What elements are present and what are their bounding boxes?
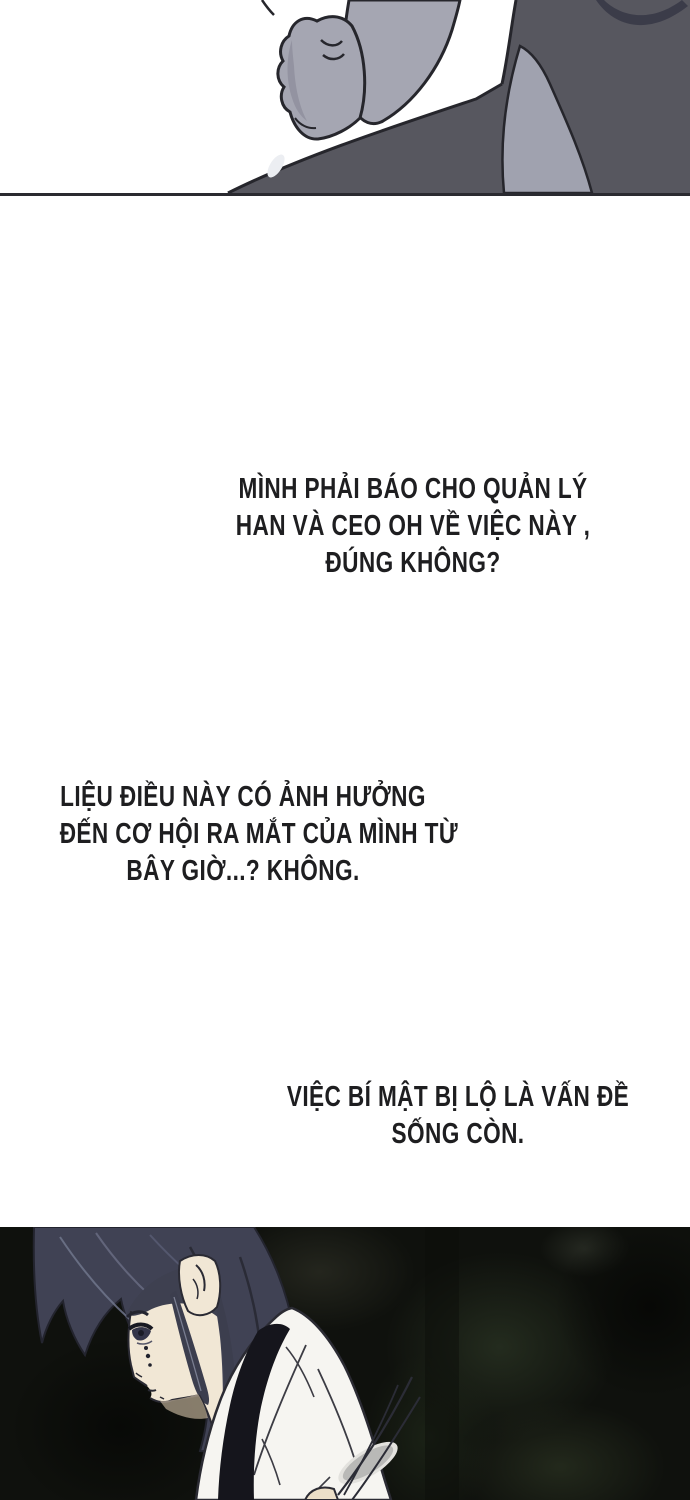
fist-artwork — [0, 0, 690, 193]
thought-text-3 — [275, 1079, 642, 1153]
thought-line: ĐẾN CƠ HỘI RA MẮT CỦA MÌNH TỪ — [59, 818, 458, 850]
thought-line: SỐNG CÒN. — [391, 1118, 525, 1150]
thought-line: MÌNH PHẢI BÁO CHO QUẢN LÝ — [238, 473, 588, 505]
thought-text-1 — [230, 471, 597, 582]
thought-line: HAN VÀ CEO OH VỀ VIỆC NÀY , — [235, 510, 591, 542]
thought-line: LIỆU ĐIỀU NÀY CÓ ẢNH HƯỞNG — [60, 781, 426, 813]
thought-text-2 — [59, 779, 458, 890]
thought-line: ĐÚNG KHÔNG? — [325, 547, 501, 579]
thought-line: BÂY GIỜ...? KHÔNG. — [126, 855, 360, 887]
panel-girl-bowed — [0, 1227, 690, 1500]
girl-artwork — [0, 1227, 690, 1500]
panel-fist-closeup — [0, 0, 690, 196]
thought-line: VIỆC BÍ MẬT BỊ LỘ LÀ VẤN ĐỀ — [286, 1081, 630, 1113]
